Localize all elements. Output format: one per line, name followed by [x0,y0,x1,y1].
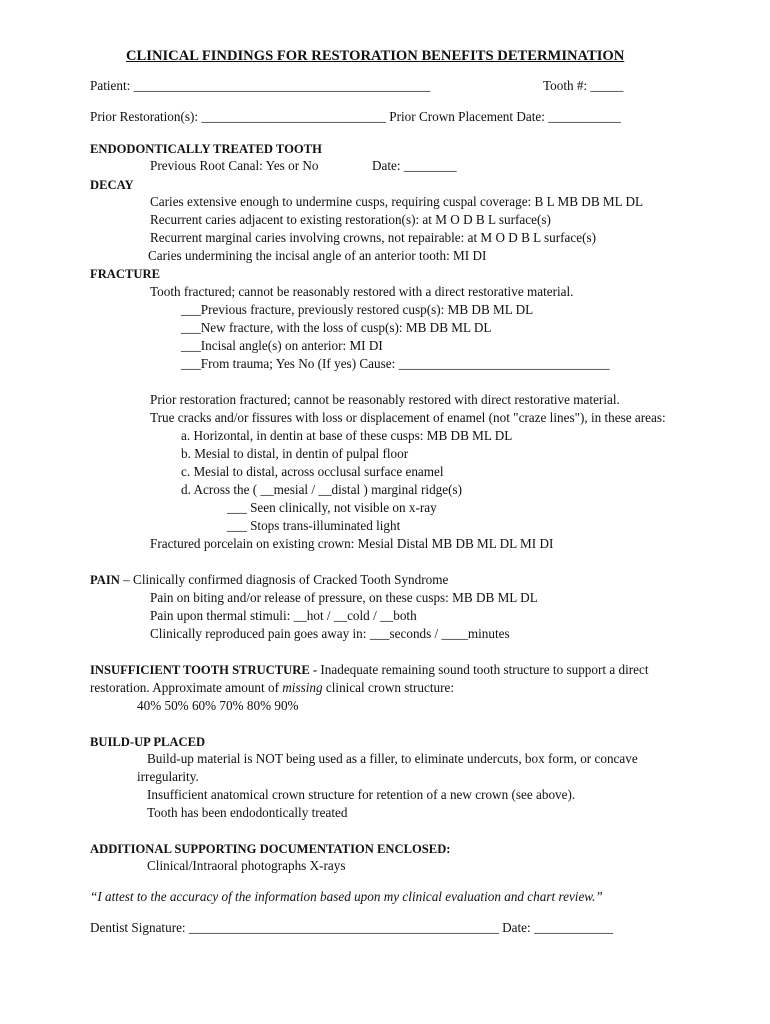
insufficient-heading-text: Inadequate remaining sound tooth structure to support a direct [317,662,649,677]
pain-item[interactable]: Pain on biting and/or release of pressure, on these cusps: MB DB ML DL [150,590,538,605]
fracture-sub-item[interactable]: ___Previous fracture, previously restored cusp(s): MB DB ML DL [181,302,534,317]
buildup-item[interactable]: Insufficient anatomical crown structure for retention of a new crown (see above). [147,787,576,802]
crack-item[interactable]: a. Horizontal, in dentin at base of these cusps: MB DB ML DL [181,428,513,443]
prior-restoration-field[interactable]: Prior Restoration(s): ____________________________ Prior Crown Placement Date: ___________ [90,109,621,124]
root-canal-option[interactable]: Previous Root Canal: Yes or No [150,158,319,173]
crack-item[interactable]: d. Across the ( __mesial / __distal ) marginal ridge(s) [181,482,463,497]
root-canal-date-field[interactable]: Date: ________ [372,158,457,173]
patient-field[interactable]: Patient: _____________________________________________ [90,78,431,93]
pain-item[interactable]: Pain upon thermal stimuli: __hot / __cold / __both [150,608,417,623]
insufficient-text-before: restoration. Approximate amount of [90,680,283,695]
pain-heading [90,571,448,589]
buildup-item[interactable]: Tooth has been endodontically treated [147,805,348,820]
true-cracks-item[interactable]: True cracks and/or fissures with loss or displacement of enamel (not "craze lines"), in these areas: [150,410,666,425]
attestation-statement: “I attest to the accuracy of the information based upon my clinical evaluation and chart review.” [90,889,603,904]
fracture-sub-item[interactable]: ___Incisal angle(s) on anterior: MI DI [181,338,383,353]
decay-item[interactable]: Caries extensive enough to undermine cusps, requiring cuspal coverage: B L MB DB ML DL [150,194,644,209]
pain-heading-text: – Clinically confirmed diagnosis of Cracked Tooth Syndrome [119,572,449,587]
buildup-item[interactable]: Build-up material is NOT being used as a filler, to eliminate undercuts, box form, or concave [147,751,638,766]
decay-item[interactable]: Recurrent caries adjacent to existing restoration(s): at M O D B L surface(s) [150,212,551,227]
crack-item[interactable]: c. Mesial to distal, across occlusal surface enamel [181,464,444,479]
percentage-options[interactable]: 40% 50% 60% 70% 80% 90% [137,698,299,713]
ridge-item[interactable]: ___ Stops trans-illuminated light [227,518,401,533]
tooth-number-field[interactable]: Tooth #: _____ [543,78,624,93]
fracture-sub-item[interactable]: ___From trauma; Yes No (If yes) Cause: ________________________________ [181,356,610,371]
insufficient-heading-label: INSUFFICIENT TOOTH STRUCTURE - [90,663,318,677]
decay-item[interactable]: Caries undermining the incisal angle of an anterior tooth: MI DI [148,248,487,263]
additional-options[interactable]: Clinical/Intraoral photographs X-rays [147,858,346,873]
fracture-heading: FRACTURE [90,267,160,281]
pain-item[interactable]: Clinically reproduced pain goes away in: ___seconds / ____minutes [150,626,510,641]
buildup-item-continued: irregularity. [137,769,199,784]
decay-heading: DECAY [90,178,134,192]
crack-item[interactable]: b. Mesial to distal, in dentin of pulpal floor [181,446,409,461]
decay-item[interactable]: Recurrent marginal caries involving crowns, not repairable: at M O D B L surface(s) [150,230,597,245]
fracture-intro: Tooth fractured; cannot be reasonably restored with a direct restorative material. [150,284,574,299]
ridge-item[interactable]: ___ Seen clinically, not visible on x-ray [227,500,437,515]
insufficient-text-after: clinical crown structure: [322,680,455,695]
fracture-sub-item[interactable]: ___New fracture, with the loss of cusp(s): MB DB ML DL [181,320,492,335]
insufficient-heading [90,661,649,679]
document-title: CLINICAL FINDINGS FOR RESTORATION BENEFITS DETERMINATION [126,48,625,64]
additional-heading: ADDITIONAL SUPPORTING DOCUMENTATION ENCLOSED: [90,842,451,856]
prior-restoration-fractured[interactable]: Prior restoration fractured; cannot be reasonably restored with direct restorative material. [150,392,620,407]
porcelain-fracture-item[interactable]: Fractured porcelain on existing crown: Mesial Distal MB DB ML DL MI DI [150,536,554,551]
insufficient-description [90,679,454,697]
insufficient-text-emphasis: missing [282,680,323,695]
buildup-heading: BUILD-UP PLACED [90,735,206,749]
dentist-signature-field[interactable]: Dentist Signature: _______________________________________________ Date: ____________ [90,920,614,935]
endo-heading: ENDODONTICALLY TREATED TOOTH [90,142,322,156]
pain-heading-label: PAIN [90,573,120,587]
